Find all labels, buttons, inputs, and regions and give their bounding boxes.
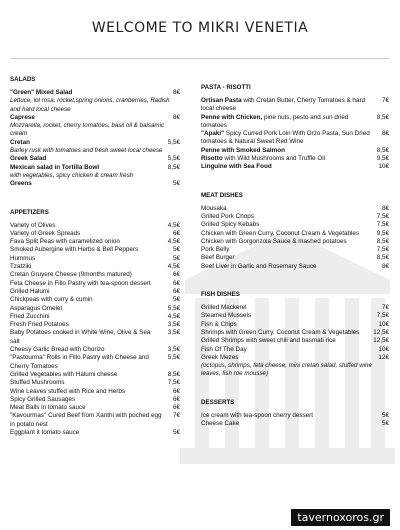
menu-item-name: Beef Liver in Garlic and Rosemary Sauce xyxy=(201,262,317,270)
menu-item-name: Eggplant it tomato sauce xyxy=(10,428,80,436)
menu-item xyxy=(10,114,180,122)
menu-item-description: Mozzarella, rocket, cherry tomatoes, basil oil & balsamic cream xyxy=(10,122,165,138)
menu-item xyxy=(201,304,389,312)
menu-item-price: 7,5€ xyxy=(376,312,389,320)
menu-item xyxy=(10,238,180,246)
menu-item-price: 6€ xyxy=(172,395,180,403)
menu-item-name xyxy=(201,163,377,171)
menu-item-price: 6€ xyxy=(172,229,180,237)
menu-item xyxy=(10,263,180,271)
fish-list xyxy=(201,304,389,362)
title-divider xyxy=(10,58,390,59)
greek-mezes-description: (octopus, shrimps, feta cheese, mini cretan salad, stuffed wine leaves, fish roe mousse) xyxy=(201,362,372,378)
menu-item xyxy=(201,114,389,131)
menu-item xyxy=(201,412,389,420)
menu-item-price: 8,5€ xyxy=(376,254,389,262)
menu-item-detail: pine nuts, pesto and sun dried tomatoes xyxy=(201,113,349,129)
menu-item-name xyxy=(201,130,377,147)
menu-item-price: 4,5€ xyxy=(167,238,180,246)
menu-item-name: Greek Salad xyxy=(10,155,47,163)
menu-item-price: 3,5€ xyxy=(167,321,180,329)
menu-item xyxy=(201,230,389,238)
menu-item-name: Variety of Greek Spreads xyxy=(10,229,81,237)
menu-item xyxy=(10,379,180,387)
menu-item-title: Penne with Chicken, xyxy=(201,113,263,121)
menu-item-price: 6€ xyxy=(172,404,180,412)
menu-item-price: 5€ xyxy=(172,296,180,304)
menu-item-price: 10€ xyxy=(378,345,389,353)
menu-item xyxy=(10,89,180,97)
menu-item-name: Pork Belly xyxy=(201,246,230,254)
menu-item-price: 7,5€ xyxy=(376,246,389,254)
menu-item xyxy=(10,371,180,379)
menu-item xyxy=(201,312,389,320)
menu-item-price: 10€ xyxy=(378,320,389,328)
menu-item-name: Baby Potatoes cooked in White Wine, Olive & Sea salt xyxy=(10,329,151,345)
menu-item-name: Spicy Grilled Sausages xyxy=(10,395,76,403)
menu-item-name: Grilled Halumi xyxy=(10,287,50,295)
menu-item-name: Ice cream with tea-spoon cherry dessert xyxy=(201,411,313,419)
menu-item xyxy=(10,246,180,254)
menu-item-name: Tzatziki xyxy=(10,263,32,271)
menu-item xyxy=(10,346,180,354)
menu-item-price: 12€ xyxy=(378,353,389,361)
menu-item xyxy=(201,329,389,337)
right-column xyxy=(201,78,389,428)
menu-item-name: Hummus xyxy=(10,254,36,262)
menu-item-price: 5,5€ xyxy=(167,138,180,146)
menu-item xyxy=(10,396,180,404)
menu-item-price: 8,5€ xyxy=(167,163,180,171)
menu-item xyxy=(10,139,180,147)
menu-item-title: Penne with Smoked Salmon xyxy=(201,146,285,154)
menu-item xyxy=(201,337,389,345)
menu-item-detail: Spicy Curred Pork Loin With Orzo Pasta, Sun Dried tomatoes & Natural Sweet Red Wine xyxy=(201,130,370,146)
menu-item-price: 5€ xyxy=(381,420,389,428)
menu-item-name xyxy=(201,114,377,131)
menu-item xyxy=(10,305,180,313)
menu-item xyxy=(10,412,180,429)
menu-item-name: "Green" Mixed Salad xyxy=(10,89,73,96)
section-heading-meat: MEAT DISHES xyxy=(201,191,243,199)
menu-item xyxy=(201,213,389,221)
menu-item-price: 5,5€ xyxy=(167,304,180,312)
menu-item-name: Mousaka xyxy=(201,204,227,212)
menu-item-price: 12,5€ xyxy=(373,328,389,336)
menu-item xyxy=(201,254,389,262)
menu-item xyxy=(10,155,180,163)
menu-item-description: Barley rusk with tomatoes and fresh sweet local cheese xyxy=(10,147,163,155)
menu-item-title: Linguine with Sea Food xyxy=(201,163,272,171)
menu-item xyxy=(10,255,180,263)
menu-item-name: Mexican salad in Tortilla Bowl xyxy=(10,163,100,171)
menu-item-price: 5€ xyxy=(172,246,180,254)
menu-item-name: Cheesy Garlic Bread with Chorizo xyxy=(10,346,105,354)
menu-item xyxy=(10,288,180,296)
menu-item xyxy=(201,321,389,329)
menu-item-price: 10€ xyxy=(378,163,389,171)
menu-item-price: 7€ xyxy=(381,304,389,312)
desserts-list xyxy=(201,412,389,429)
left-column xyxy=(10,70,180,437)
site-watermark: tavernoxoros.gr xyxy=(291,509,390,526)
menu-item-title: Ortisan Pasta xyxy=(201,97,242,104)
section-heading-fish: FISH DISHES xyxy=(201,291,240,299)
menu-item-name: Chicken with Gorgonzola Sauce & mashed potatoes xyxy=(201,237,347,245)
menu-item-price: 8€ xyxy=(381,204,389,212)
menu-item-name: Wine Leaves stuffed with Rice and Herbs xyxy=(10,387,126,395)
meat-list xyxy=(201,205,389,271)
menu-item-name: Asparagus Omelet xyxy=(10,304,63,312)
menu-item-price: 7,5€ xyxy=(167,379,180,387)
menu-item-name: Grilled Vegetables with Halumi cheese xyxy=(10,370,118,378)
menu-item xyxy=(201,263,389,271)
menu-item-price: 7€ xyxy=(381,97,389,104)
menu-item-name: Fish Of The Day xyxy=(201,345,247,353)
menu-item xyxy=(201,221,389,229)
section-heading-desserts: DESSERTS xyxy=(201,398,235,406)
menu-item-price: 7,5€ xyxy=(376,212,389,220)
menu-item-price: 9,5€ xyxy=(376,229,389,237)
menu-item-price: 7€ xyxy=(172,412,180,420)
menu-item-price: 6€ xyxy=(172,287,180,295)
menu-item-price: 4,5€ xyxy=(167,221,180,229)
menu-item-detail: with Wild Mushrooms and Truffle Oil xyxy=(222,155,326,163)
menu-item xyxy=(10,388,180,396)
section-heading-salads: SALADS xyxy=(10,76,36,83)
menu-item-price: 8€ xyxy=(381,130,389,138)
menu-item-name: Beef Burger xyxy=(201,254,235,262)
menu-item xyxy=(10,180,180,188)
menu-item xyxy=(10,164,180,172)
menu-item-name: Fresh Fried Potatoes xyxy=(10,321,69,329)
menu-item xyxy=(201,155,389,163)
section-heading-pasta: PASTA - RISOTTI xyxy=(201,84,251,91)
menu-item-name: Grilled Shrimps with sweet chili and basmati rice xyxy=(201,337,336,345)
menu-item-name: Caprese xyxy=(10,113,35,121)
menu-item-price: 3,5€ xyxy=(167,346,180,354)
menu-item-price: 8€ xyxy=(381,262,389,270)
menu-item xyxy=(10,404,180,412)
menu-item-name: Greek Mezes xyxy=(201,353,239,361)
page-title: WELCOME TO MIKRI VENETIA xyxy=(91,20,309,36)
menu-item xyxy=(201,346,389,354)
menu-item-description: Lettuce, lol rosa, rocket,spring onions, cranberries, Radish and hard local cheese xyxy=(10,97,170,113)
menu-item-name: Chickpeas with curry & cumin xyxy=(10,296,93,304)
menu-item-price: 9,5€ xyxy=(376,155,389,163)
menu-item-description: with vegetables, spicy chicken & cream fresh xyxy=(10,171,134,179)
menu-item-name: Variety of Olives xyxy=(10,221,56,229)
menu-item-name: Cheese Cake xyxy=(201,420,240,428)
menu-item-name: Meat Balls in tomato sauce xyxy=(10,404,86,412)
menu-item-name: "Kavourmas" Cured Beef from Xanthi with poched egg in potato nest xyxy=(10,412,162,428)
menu-item xyxy=(201,420,389,428)
menu-item-price: 6€ xyxy=(172,279,180,287)
salads-list xyxy=(10,89,180,189)
menu-item-price: 5,5€ xyxy=(167,155,180,163)
menu-item xyxy=(10,222,180,230)
menu-item xyxy=(201,130,389,147)
section-heading-appetizers: APPETIZERS xyxy=(10,208,49,216)
menu-item xyxy=(10,296,180,304)
menu-item-price: 5,5€ xyxy=(167,354,180,362)
menu-item-name: Smoked Aubergine with Herbs & Bell Peppers xyxy=(10,246,139,254)
menu-item xyxy=(10,321,180,329)
menu-item-price: 8€ xyxy=(172,113,180,121)
menu-item-name: Fava Split Peas with caramelized onion xyxy=(10,238,120,246)
menu-item-name: Fish & Chips xyxy=(201,320,237,328)
menu-item-name: Grilled Mackerel xyxy=(201,304,247,312)
menu-item-price: 5€ xyxy=(172,180,180,188)
menu-item-price: 3,5€ xyxy=(167,329,180,337)
menu-item-title: Risotto xyxy=(201,155,223,163)
menu-item-name xyxy=(201,147,377,155)
menu-item-price: 8,5€ xyxy=(376,146,389,154)
menu-item-name: Grilled Spicy Kebabs xyxy=(201,221,260,229)
menu-item-name: Steamed Mussels xyxy=(201,312,252,320)
menu-item-name: Feta Cheese in Fillo Pastry with tea-spoon dessert xyxy=(10,279,151,287)
menu-item-detail: with Cretan Butter, Cherry Tomatoes & hard local cheese xyxy=(201,97,366,113)
menu-item-name: Greens xyxy=(10,180,32,188)
menu-item xyxy=(201,163,389,171)
menu-item-price: 4,5€ xyxy=(167,263,180,271)
menu-item-price: 5€ xyxy=(172,254,180,262)
menu-item-name: Cretan Gruyere Cheese (9months matured) xyxy=(10,271,132,279)
menu-item-price: 4,5€ xyxy=(167,312,180,320)
menu-item-name: Shrimps with Green Curry, Coconut Cream & Vegetables xyxy=(201,328,360,336)
menu-item-price: 8,5€ xyxy=(376,237,389,245)
appetizers-list xyxy=(10,222,180,438)
menu-item-name: Stuffed Mushrooms xyxy=(10,379,65,387)
menu-item xyxy=(10,429,180,437)
menu-item-price: 8€ xyxy=(172,89,180,96)
menu-item xyxy=(10,230,180,238)
menu-item xyxy=(10,313,180,321)
menu-item-price: 6€ xyxy=(172,387,180,395)
menu-item-name: "Pastourma" Rolls in Fillo Pastry with Cheese and Cherry Tomatoes xyxy=(10,354,149,370)
menu-item xyxy=(10,329,180,346)
menu-item xyxy=(201,205,389,213)
menu-item xyxy=(10,280,180,288)
menu-item-price: 5€ xyxy=(381,411,389,419)
menu-item-price: 7,5€ xyxy=(376,221,389,229)
menu-item-name xyxy=(201,97,377,114)
menu-item xyxy=(201,238,389,246)
menu-item xyxy=(201,354,389,362)
menu-item xyxy=(201,147,389,155)
menu-item-title: "Apaki" xyxy=(201,130,225,138)
menu-item xyxy=(10,354,180,371)
pasta-list xyxy=(201,97,389,172)
menu-item xyxy=(10,271,180,279)
menu-item-price: 5€ xyxy=(172,428,180,436)
menu-item-name: Cretan xyxy=(10,138,30,146)
menu-item-name xyxy=(201,155,377,163)
menu-item-price: 8,5€ xyxy=(167,370,180,378)
menu-item-price: 8,5€ xyxy=(376,113,389,121)
menu-item-price: 12,5€ xyxy=(373,337,389,345)
menu-item xyxy=(201,246,389,254)
menu-item-name: Chicken with Green Curry, Coconut Cream & Vegetables xyxy=(201,229,360,237)
menu-item xyxy=(201,97,389,114)
menu-item-name: Fried Zucchini xyxy=(10,312,50,320)
menu-item-name: Grilled Pork Chops xyxy=(201,212,254,220)
menu-item-price: 6€ xyxy=(172,271,180,279)
